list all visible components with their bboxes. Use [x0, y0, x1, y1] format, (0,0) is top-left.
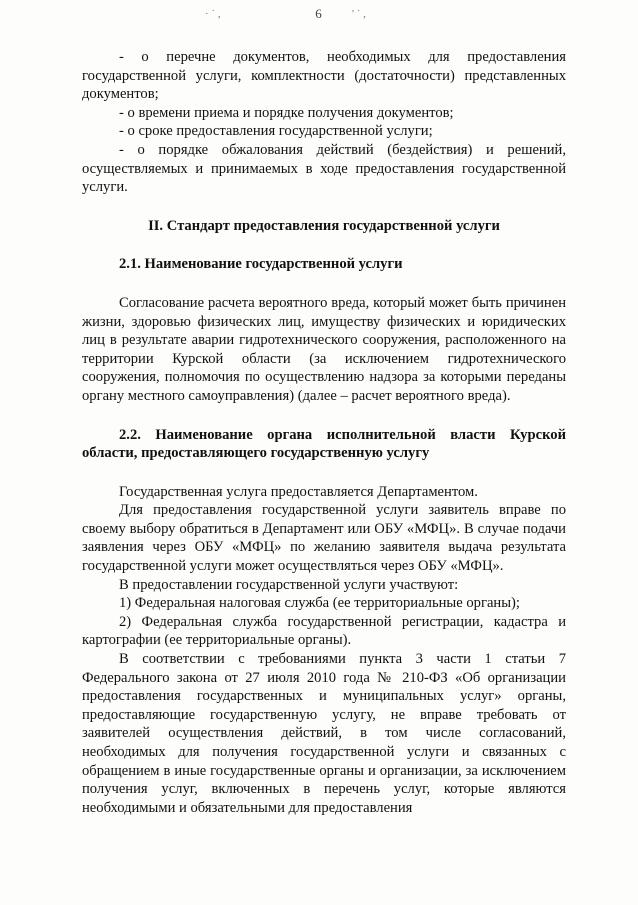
intro-item-service-term: - о сроке предоставления государственной услуги;: [119, 123, 433, 140]
intro-item-reception-time: - о времени приема и порядке получения документов;: [119, 104, 454, 121]
participant-registration-service: 2) Федеральная служба государственной регистрации, кадастра и картографии (ее территориальные органы).: [82, 613, 566, 649]
paragraph-service-provider: Государственная услуга предоставляется Департаментом.: [119, 483, 478, 500]
subsection-2-1-text: Согласование расчета вероятного вреда, который может быть причинен жизни, здоровью физических лиц, имуществу физических и юридических лиц в результате аварии гидротехнического сооружения, расположенного на территории Курской области (за исключением гидротехнического сооружения, полномочия по осуществлению надзора за которыми переданы органу местного самоуправления) (далее – расчет вероятного вреда).: [82, 294, 566, 404]
intro-item-appeal-procedure: - о порядке обжалования действий (бездействия) и решений, осуществляемых и принимаемых в ходе предоставления государственной услуги.: [82, 141, 566, 196]
scan-artifact-left: · ˙ ,: [205, 8, 221, 20]
page-number: 6: [315, 6, 323, 21]
intro-item-documents: - о перечне документов, необходимых для предоставления государственной услуги, комплектности (достаточности) представленных документов;: [82, 49, 566, 103]
subsection-2-1-title: 2.1. Наименование государственной услуги: [119, 256, 403, 273]
participant-tax-service: 1) Федеральная налоговая служба (ее территориальные органы);: [119, 595, 520, 612]
paragraph-law-requirements: В соответствии с требованиями пункта 3 части 1 статьи 7 Федерального закона от 27 июля 2010 года № 210-ФЗ «Об организации предоставления государственных и муниципальных услуг» органы, предоставляющие государственную услугу, не вправе требовать от заявителей осуществления действий, в том числе согласований, необходимых для получения государственной услуги и связанных с обращением в иные государственные органы и организации, за исключением получения услуг, включенных в перечень услуг, которые являются необходимыми и обязательными для предоставления: [82, 651, 566, 816]
document-body: [82, 48, 566, 817]
paragraph-application-options: Для предоставления государственной услуги заявитель вправе по своему выбору обратиться в Департамент или ОБУ «МФЦ». В случае подачи заявления через ОБУ «МФЦ» по желанию заявителя выдача результата государственной услуги может осуществляться через ОБУ «МФЦ».: [82, 502, 566, 575]
paragraph-participants-intro: В предоставлении государственной услуги участвуют:: [119, 576, 459, 593]
scan-artifact-right: ' ˙ ,: [352, 8, 366, 20]
subsection-2-2-title: 2.2. Наименование органа исполнительной власти Курской области, предоставляющего государственную услугу: [82, 426, 566, 462]
section-title: II. Стандарт предоставления государственной услуги: [148, 217, 500, 234]
